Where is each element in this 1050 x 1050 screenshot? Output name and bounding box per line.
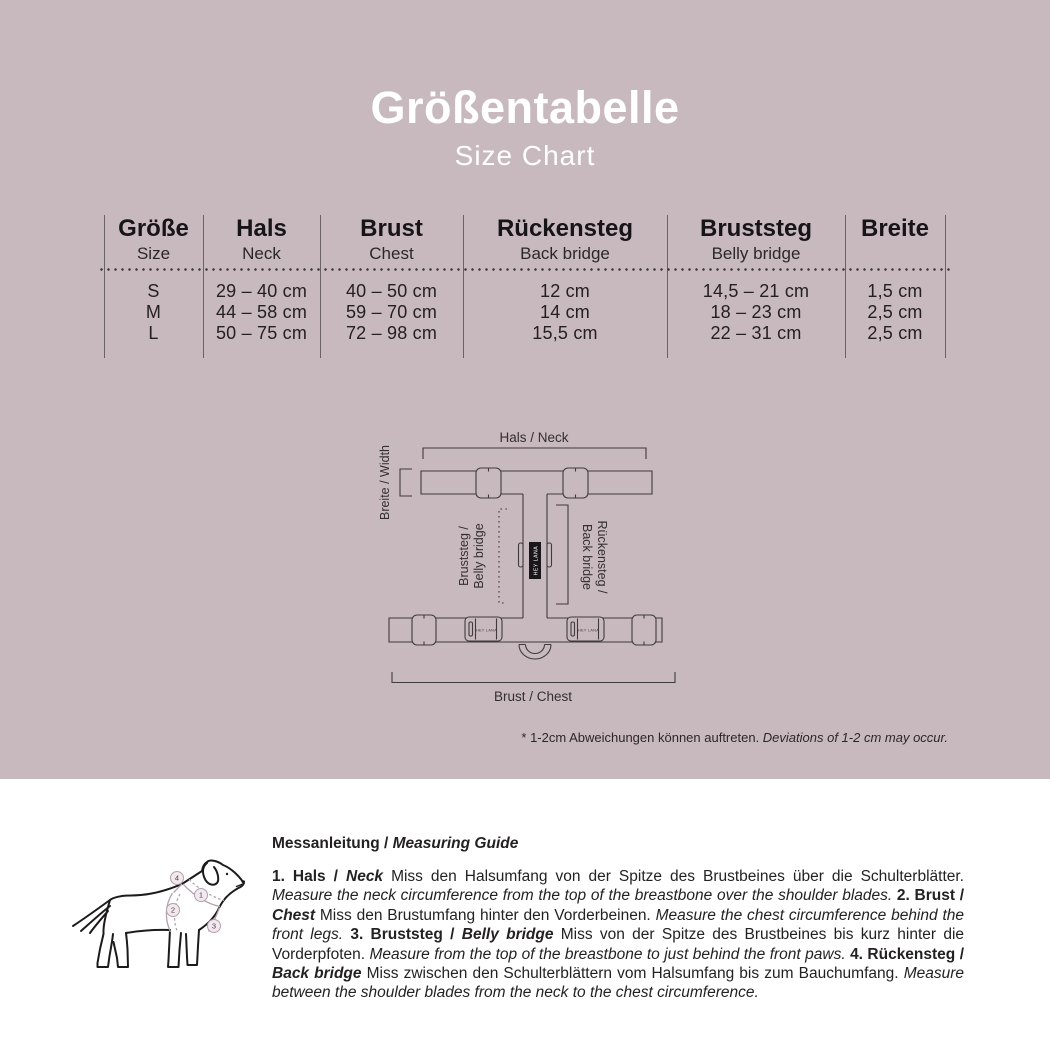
- column-header: [667, 215, 845, 264]
- column-title: Rückensteg: [496, 215, 634, 242]
- dog-measuring-figure: [60, 853, 267, 995]
- text-segment: Neck: [346, 868, 384, 885]
- table-cell: 15,5 cm: [532, 323, 598, 343]
- text-segment: 4. Rückensteg /: [850, 945, 964, 963]
- neck-slider-right: [563, 468, 588, 498]
- table-cell: 59 – 70 cm: [345, 302, 438, 322]
- text-segment: Measure the chest circumference behind the front legs.: [272, 906, 964, 944]
- width-measure-bracket: [400, 469, 412, 496]
- neck-measure-bracket: [423, 448, 646, 459]
- column-header: [845, 215, 945, 264]
- table-cell: S: [147, 281, 160, 301]
- neck-strap: [421, 471, 652, 494]
- diagram-label-back-2: Back bridge: [580, 523, 594, 591]
- belly-bridge-bracket: [499, 509, 507, 603]
- column-subtitle: Back bridge: [520, 244, 610, 263]
- chest-measure-bracket: [392, 672, 675, 683]
- text-segment: Miss zwischen den Schulterblättern vom Halsumfang bis zum Bauchumfang.: [361, 965, 904, 983]
- table-cell: 18 – 23 cm: [710, 302, 802, 322]
- table-row: [104, 302, 945, 323]
- column-subtitle: Size: [136, 244, 171, 263]
- column-header: [203, 215, 320, 264]
- dog-outline: [73, 861, 244, 967]
- neck-slider-left: [476, 468, 501, 498]
- brand-tag-label: HEY LANA: [533, 545, 540, 576]
- table-body: [104, 281, 945, 344]
- text-segment: Miss von der Spitze des Brustbeines bis kurz hinter die Vorderpfoten.: [272, 926, 965, 963]
- chest-slider-left: [412, 615, 436, 645]
- diagram-label-chest: Brust / Chest: [493, 689, 573, 704]
- text-segment: Messanleitung /: [272, 835, 393, 852]
- measuring-guide: [272, 834, 964, 1003]
- text-segment: Miss den Halsumfang von der Spitze des Brustbeines über die Schulterblätter.: [383, 868, 964, 885]
- column-title: Bruststeg: [699, 215, 813, 242]
- measuring-guide-heading: [272, 834, 964, 853]
- table-cell: 22 – 31 cm: [710, 323, 802, 343]
- column-title: Breite: [860, 215, 930, 242]
- column-title: Brust: [360, 215, 423, 242]
- buckle-right-label: HEY LANA: [577, 628, 600, 633]
- diagram-label-neck: Hals / Neck: [499, 430, 569, 445]
- table-row: [104, 281, 945, 302]
- table-cell: 14 cm: [539, 302, 591, 322]
- table-header-row: [104, 215, 945, 264]
- column-subtitle: Chest: [369, 244, 414, 263]
- text-segment: Measuring Guide: [392, 835, 519, 852]
- table-cell: 72 – 98 cm: [345, 323, 438, 343]
- diagram-label-belly-2: Belly bridge: [472, 523, 486, 589]
- diagram-label-back-1: Rückensteg /: [595, 520, 609, 594]
- text-segment: 1. Hals /: [272, 868, 346, 885]
- back-bridge-bracket: [556, 505, 568, 604]
- page-subtitle: Size Chart: [454, 140, 596, 171]
- table-row: [104, 323, 945, 344]
- table-cell: 1,5 cm: [867, 281, 923, 301]
- text-segment: Measure from the top of the breastbone to just behind the front paws.: [369, 945, 846, 963]
- harness-diagram: [370, 425, 700, 715]
- column-header: [104, 215, 203, 264]
- table-cell: 44 – 58 cm: [215, 302, 308, 322]
- column-title: Hals: [236, 215, 287, 242]
- table-divider: [945, 215, 946, 358]
- diagram-label-width: Breite / Width: [378, 444, 392, 521]
- size-table: [104, 213, 945, 363]
- dog-nose: [242, 880, 245, 883]
- diagram-label-belly-1: Bruststeg /: [457, 526, 471, 586]
- deviation-footnote: [521, 730, 948, 745]
- table-cell: L: [148, 323, 159, 343]
- column-subtitle: Belly bridge: [711, 244, 801, 263]
- text-segment: Belly bridge: [461, 926, 554, 944]
- text-segment: Chest: [272, 906, 316, 924]
- chest-slider-right: [632, 615, 656, 645]
- column-subtitle: Neck: [242, 244, 281, 263]
- measure-point-3: [208, 920, 221, 933]
- table-cell: 2,5 cm: [867, 302, 923, 322]
- table-cell: M: [145, 302, 162, 322]
- column-header: [320, 215, 463, 264]
- table-header-divider: [98, 268, 950, 271]
- table-cell: 14,5 – 21 cm: [702, 281, 810, 301]
- text-segment: 3. Bruststeg /: [350, 926, 462, 944]
- text-segment: Measure the neck circumference from the top of the breastbone over the shoulder blades.: [272, 887, 893, 905]
- measure-point-1: [195, 889, 208, 902]
- table-cell: 12 cm: [539, 281, 591, 301]
- dog-ear: [203, 863, 218, 885]
- text-segment: Back bridge: [272, 965, 362, 983]
- measure-point-4: [171, 872, 184, 885]
- measuring-guide-body: [272, 867, 964, 1003]
- column-title: Größe: [118, 215, 189, 242]
- table-cell: 2,5 cm: [867, 323, 923, 343]
- text-segment: 2. Brust /: [896, 887, 964, 905]
- svg-text:4: 4: [174, 873, 180, 883]
- table-cell: 29 – 40 cm: [215, 281, 308, 301]
- page-title: Größentabelle: [370, 82, 680, 133]
- svg-text:1: 1: [198, 890, 204, 900]
- svg-text:3: 3: [211, 921, 217, 931]
- table-cell: 50 – 75 cm: [215, 323, 308, 343]
- text-segment: Deviations of 1-2 cm may occur.: [762, 730, 948, 745]
- text-segment: * 1-2cm Abweichungen können auftreten.: [521, 730, 763, 745]
- column-header: [463, 215, 667, 264]
- svg-text:2: 2: [170, 905, 176, 915]
- table-cell: 40 – 50 cm: [345, 281, 438, 301]
- text-segment: Measure between the shoulder blades from the neck to the chest circumference.: [272, 965, 964, 1002]
- d-ring: [519, 645, 551, 660]
- dog-eye: [226, 873, 228, 875]
- buckle-left-label: HEY LANA: [475, 628, 498, 633]
- text-segment: Miss den Brustumfang hinter den Vorderbeinen.: [315, 906, 656, 924]
- measure-point-2: [167, 904, 180, 917]
